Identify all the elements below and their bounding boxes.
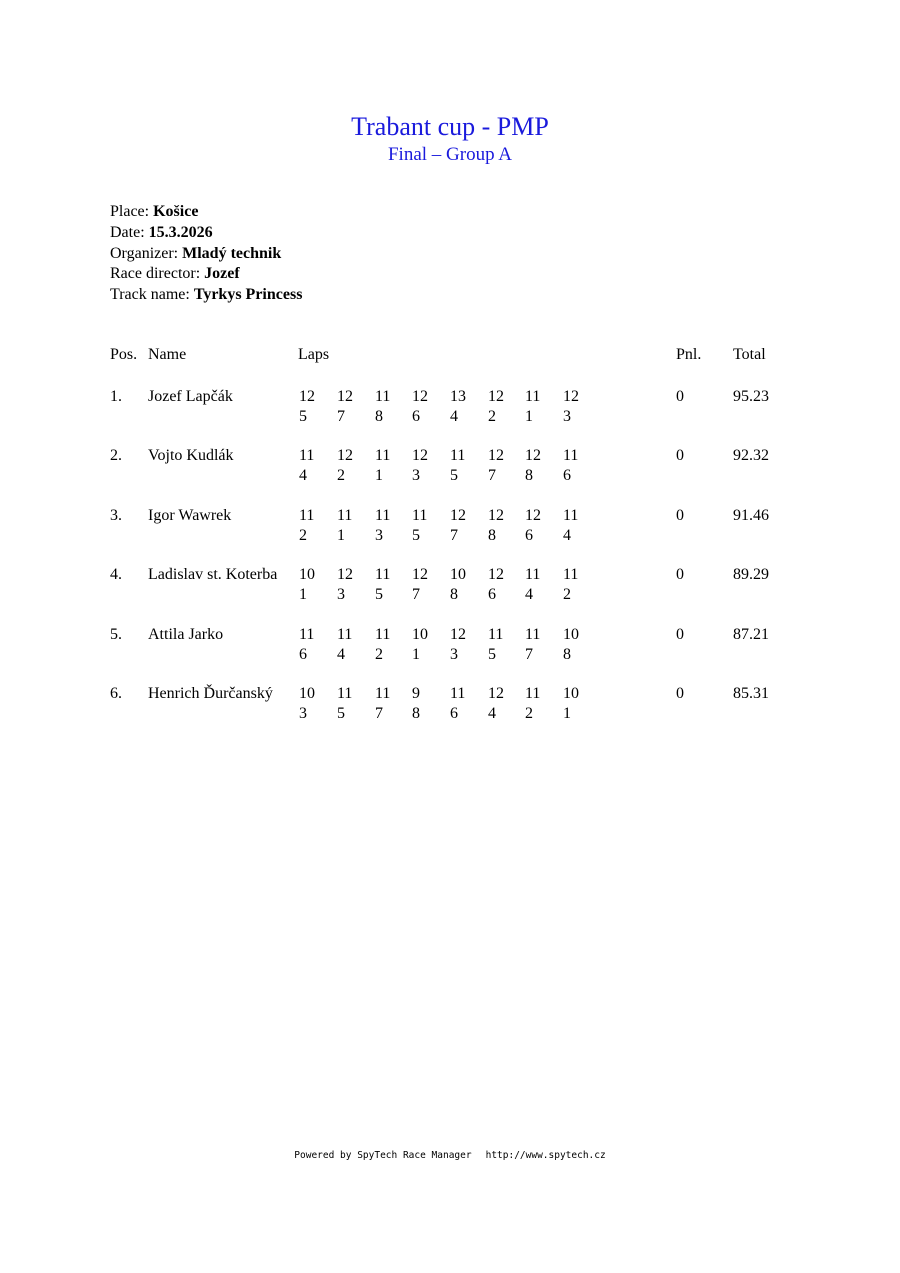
result-lane: 5 [299, 408, 307, 425]
result-lap: 11 [299, 507, 315, 524]
info-label: Track name: [110, 286, 190, 304]
result-lap: 12 [412, 447, 428, 464]
result-lane: 7 [412, 586, 420, 603]
result-lane: 5 [375, 586, 383, 603]
result-lane: 4 [337, 646, 345, 663]
result-pos: 3. [110, 507, 122, 524]
result-lane: 7 [375, 705, 383, 722]
result-lap: 13 [450, 388, 466, 405]
result-lane: 6 [525, 527, 533, 544]
result-lane: 1 [299, 586, 307, 603]
result-lap: 11 [450, 447, 466, 464]
result-lap: 11 [337, 685, 353, 702]
result-lane: 5 [450, 467, 458, 484]
result-lane: 2 [525, 705, 533, 722]
result-pos: 1. [110, 388, 122, 405]
result-lap: 12 [525, 447, 541, 464]
result-lane: 7 [488, 467, 496, 484]
result-lane: 6 [450, 705, 458, 722]
result-lap: 10 [563, 685, 579, 702]
result-lane: 1 [525, 408, 533, 425]
result-pnl: 0 [676, 566, 684, 583]
result-lap: 12 [488, 507, 504, 524]
result-total: 95.23 [733, 388, 769, 405]
result-lap: 12 [488, 388, 504, 405]
result-lap: 12 [412, 566, 428, 583]
info-track-name [110, 285, 302, 306]
result-name: Jozef Lapčák [148, 388, 233, 405]
result-lap: 12 [488, 685, 504, 702]
result-lane: 3 [375, 527, 383, 544]
result-lap: 11 [375, 685, 391, 702]
result-lap: 9 [412, 685, 420, 702]
result-lap: 11 [337, 507, 353, 524]
result-lap: 11 [375, 626, 391, 643]
result-pnl: 0 [676, 685, 684, 702]
result-pos: 5. [110, 626, 122, 643]
document-subtitle: Final – Group A [387, 144, 513, 165]
result-lane: 3 [563, 408, 571, 425]
result-lane: 2 [563, 586, 571, 603]
result-lap: 11 [337, 626, 353, 643]
result-lane: 1 [563, 705, 571, 722]
result-lane: 1 [412, 646, 420, 663]
result-lane: 8 [488, 527, 496, 544]
race-info [110, 202, 302, 306]
result-lane: 2 [375, 646, 383, 663]
result-lap: 12 [563, 388, 579, 405]
footer-url: http://www.spytech.cz [485, 1150, 606, 1161]
result-lane: 3 [412, 467, 420, 484]
result-lane: 2 [337, 467, 345, 484]
result-lane: 1 [375, 467, 383, 484]
result-lane: 5 [337, 705, 345, 722]
result-lap: 11 [375, 507, 391, 524]
result-pos: 2. [110, 447, 122, 464]
result-lane: 3 [337, 586, 345, 603]
result-lane: 6 [412, 408, 420, 425]
header-pos: Pos. [110, 346, 138, 363]
result-name: Ladislav st. Koterba [148, 566, 278, 583]
info-value: Mladý technik [182, 244, 282, 262]
result-lane: 6 [563, 467, 571, 484]
result-lap: 10 [299, 685, 315, 702]
header-pnl: Pnl. [676, 346, 702, 363]
result-lap: 11 [412, 507, 428, 524]
result-lap: 10 [563, 626, 579, 643]
result-pos: 4. [110, 566, 122, 583]
result-lane: 5 [488, 646, 496, 663]
result-name: Igor Wawrek [148, 507, 232, 524]
result-name: Vojto Kudlák [148, 447, 234, 464]
result-lap: 12 [488, 447, 504, 464]
result-lane: 7 [450, 527, 458, 544]
result-lap: 11 [450, 685, 466, 702]
result-lap: 11 [563, 447, 579, 464]
result-lane: 3 [299, 705, 307, 722]
result-lane: 8 [450, 586, 458, 603]
info-label: Place: [110, 203, 150, 220]
result-lap: 11 [563, 566, 579, 583]
result-lane: 4 [525, 586, 533, 603]
result-lane: 8 [525, 467, 533, 484]
result-total: 91.46 [733, 507, 769, 524]
header-laps: Laps [298, 346, 330, 363]
info-organizer [110, 244, 302, 265]
result-lap: 11 [299, 447, 315, 464]
result-lane: 7 [337, 408, 345, 425]
result-lap: 12 [412, 388, 428, 405]
info-value: Košice [153, 203, 199, 220]
result-lap: 12 [337, 447, 353, 464]
result-lap: 11 [375, 388, 391, 405]
result-lap: 12 [337, 566, 353, 583]
info-value: 15.3.2026 [148, 223, 213, 241]
result-lane: 8 [563, 646, 571, 663]
result-lap: 11 [563, 507, 579, 524]
info-date [110, 223, 302, 244]
result-lap: 12 [450, 626, 466, 643]
result-lane: 2 [299, 527, 307, 544]
result-total: 85.31 [733, 685, 769, 702]
result-lane: 4 [299, 467, 307, 484]
header-total: Total [733, 346, 766, 363]
result-lap: 10 [299, 566, 315, 583]
info-label: Date: [110, 223, 145, 241]
result-lap: 11 [375, 447, 391, 464]
result-lap: 12 [299, 388, 315, 405]
result-lane: 5 [412, 527, 420, 544]
result-pnl: 0 [676, 626, 684, 643]
result-lane: 7 [525, 646, 533, 663]
result-pnl: 0 [676, 507, 684, 524]
result-lap: 12 [488, 566, 504, 583]
info-place [110, 202, 302, 223]
result-name: Attila Jarko [148, 626, 224, 643]
result-lane: 8 [412, 705, 420, 722]
result-lap: 11 [525, 685, 541, 702]
footer [0, 1149, 900, 1163]
result-lane: 8 [375, 408, 383, 425]
result-lane: 6 [299, 646, 307, 663]
result-total: 92.32 [733, 447, 769, 464]
result-lane: 1 [337, 527, 345, 544]
result-lap: 10 [412, 626, 428, 643]
result-lap: 11 [299, 626, 315, 643]
result-lane: 6 [488, 586, 496, 603]
result-lap: 11 [525, 626, 541, 643]
result-lap: 12 [525, 507, 541, 524]
info-value: Tyrkys Princess [193, 286, 303, 304]
info-race-director [110, 264, 302, 285]
result-lane: 4 [563, 527, 571, 544]
result-lane: 4 [450, 408, 458, 425]
result-lap: 10 [450, 566, 466, 583]
result-lane: 4 [488, 705, 496, 722]
result-lap: 12 [450, 507, 466, 524]
result-lap: 11 [525, 566, 541, 583]
result-lap: 11 [488, 626, 504, 643]
result-pnl: 0 [676, 388, 684, 405]
footer-powered: Powered by SpyTech Race Manager [294, 1150, 472, 1161]
result-lap: 12 [337, 388, 353, 405]
result-lane: 3 [450, 646, 458, 663]
info-label: Organizer: [110, 244, 179, 262]
result-total: 89.29 [733, 566, 769, 583]
result-pnl: 0 [676, 447, 684, 464]
result-name: Henrich Ďurčanský [148, 685, 273, 702]
info-label: Race director: [110, 265, 201, 283]
document-title: Trabant cup - PMP [351, 112, 549, 141]
result-lap: 11 [375, 566, 391, 583]
result-pos: 6. [110, 685, 122, 702]
result-lap: 11 [525, 388, 541, 405]
info-value: Jozef [204, 265, 240, 283]
result-lane: 2 [488, 408, 496, 425]
result-total: 87.21 [733, 626, 769, 643]
header-name: Name [148, 346, 187, 363]
